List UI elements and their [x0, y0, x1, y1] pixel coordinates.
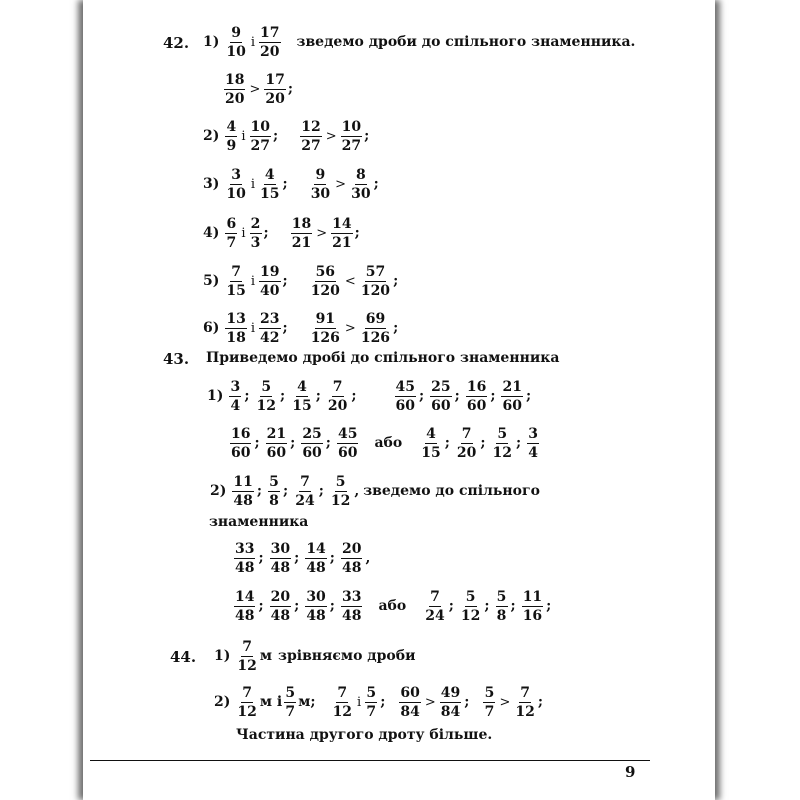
denominator: 20: [456, 444, 477, 461]
denominator: 48: [341, 607, 362, 624]
denominator: 7: [366, 703, 377, 720]
fraction: [456, 426, 477, 461]
denominator: 48: [235, 607, 255, 624]
denominator: 20: [327, 397, 348, 414]
fraction: [225, 216, 237, 251]
numerator: 12: [301, 118, 321, 135]
denominator: 60: [337, 444, 358, 461]
denominator: 48: [306, 607, 326, 624]
numerator: 7: [332, 378, 343, 395]
fraction: [330, 474, 351, 509]
numerator: 9: [231, 24, 241, 41]
numerator: 18: [291, 215, 312, 232]
fraction: [266, 426, 287, 461]
fraction: [395, 379, 416, 414]
fraction: [341, 589, 362, 624]
fraction: [225, 264, 246, 299]
fraction: [430, 379, 451, 414]
denominator: 18: [226, 329, 246, 346]
denominator: 48: [341, 559, 362, 576]
problem-44-number: 44.: [170, 648, 197, 666]
numerator: 14: [332, 215, 352, 232]
numerator: 11: [233, 473, 253, 490]
numerator: 7: [242, 638, 252, 655]
denominator: 12: [237, 657, 257, 674]
numerator: 4: [426, 425, 436, 442]
numerator: 33: [341, 588, 362, 605]
fraction: [234, 541, 255, 576]
denominator: 30: [310, 185, 331, 202]
denominator: 8: [496, 607, 507, 624]
denominator: 60: [395, 397, 415, 414]
fraction: [331, 216, 352, 251]
denominator: 20: [260, 43, 280, 60]
denominator: 27: [250, 137, 271, 154]
denominator: 27: [301, 137, 321, 154]
numerator: 23: [260, 310, 280, 327]
numerator: 14: [306, 540, 326, 557]
problem-43-part-2-text: знаменника: [209, 514, 309, 530]
problem-42-item-1-comparison: $\frac{18}{20}$ > $\frac{17}{20}$ ;: [225, 71, 294, 107]
numerator: 14: [235, 588, 255, 605]
denominator: 12: [237, 703, 257, 720]
numerator: 16: [466, 378, 487, 395]
numerator: 19: [260, 263, 280, 280]
fraction: [360, 264, 391, 299]
denominator: 120: [360, 282, 391, 299]
denominator: 15: [292, 397, 312, 414]
fraction: [305, 541, 326, 576]
denominator: 84: [400, 703, 420, 720]
numerator: 25: [302, 425, 322, 442]
fraction: [236, 639, 257, 674]
denominator: 60: [502, 397, 522, 414]
fraction: [310, 264, 341, 299]
denominator: 12: [256, 397, 277, 414]
problem-42-item-3: 3) $\frac{3}{10}$ і $\frac{4}{15}$ ; $\frac{9}{30}$ > $\frac{8}{30}$ ;: [203, 166, 379, 202]
fraction: [496, 589, 508, 624]
numerator: 17: [265, 71, 285, 88]
numerator: 49: [440, 684, 461, 701]
problem-42-item-4: 4) $\frac{6}{7}$ і $\frac{2}{3}$ ; $\frac{18}{21}$ > $\frac{14}{21}$ ;: [203, 215, 360, 251]
numerator: 21: [266, 425, 287, 442]
denominator: 15: [260, 185, 280, 202]
numerator: 7: [430, 588, 440, 605]
numerator: 10: [341, 118, 362, 135]
problem-43-number: 43.: [163, 350, 190, 368]
footer-rule: [90, 760, 650, 761]
fraction: [300, 119, 321, 154]
numerator: 3: [231, 166, 241, 183]
fraction: [460, 589, 481, 624]
fraction: [270, 541, 291, 576]
fraction: [522, 589, 543, 624]
fraction: [291, 379, 312, 414]
fraction: [250, 216, 262, 251]
numerator: 4: [297, 378, 307, 395]
denominator: 12: [332, 703, 353, 720]
numerator: 18: [225, 71, 245, 88]
denominator: 12: [515, 703, 535, 720]
numerator: 30: [270, 540, 291, 557]
denominator: 20: [225, 90, 245, 107]
numerator: 7: [520, 684, 530, 701]
numerator: 16: [231, 425, 251, 442]
problem-42-item-2: 2) $\frac{4}{9}$ і $\frac{10}{27}$ ; $\frac{12}{27}$ > $\frac{10}{27}$ ;: [203, 118, 370, 154]
denominator: 7: [285, 703, 296, 720]
denominator: 84: [440, 703, 461, 720]
fraction: [310, 167, 331, 202]
fraction: [291, 216, 312, 251]
denominator: 21: [291, 234, 312, 251]
numerator: 56: [315, 263, 336, 280]
denominator: 60: [431, 397, 451, 414]
numerator: 5: [497, 425, 508, 442]
denominator: 60: [466, 397, 487, 414]
numerator: 5: [366, 684, 377, 701]
denominator: 27: [341, 137, 362, 154]
fraction: [341, 119, 362, 154]
numerator: 4: [226, 118, 237, 135]
numerator: 30: [306, 588, 326, 605]
numerator: 2: [250, 215, 261, 232]
fraction: [270, 589, 291, 624]
denominator: 9: [226, 137, 237, 154]
numerator: 7: [300, 473, 310, 490]
fraction: [224, 72, 245, 107]
numerator: 5: [261, 378, 272, 395]
denominator: 16: [522, 607, 543, 624]
denominator: 126: [360, 329, 391, 346]
problem-43-part-1-given: 1) $\frac{3}{4}$ ; $\frac{5}{12}$ ; $\frac{4}{15}$ ; $\frac{7}{20}$ ; $\frac{45}{60}$ ; $\frac{25}{60}$ ; $\frac{16}{60}$ ; $\frac{21}{60}$ ;: [207, 378, 532, 414]
denominator: 126: [310, 329, 340, 346]
problem-43-part-2-converted: $\frac{33}{48}$ ; $\frac{30}{48}$ ; $\frac{14}{48}$ ; $\frac{20}{48}$ ,: [235, 540, 371, 576]
fraction: [259, 264, 280, 299]
numerator: 45: [337, 425, 358, 442]
denominator: 24: [425, 607, 445, 624]
denominator: 7: [226, 234, 237, 251]
numerator: 13: [226, 310, 246, 327]
numerator: 10: [250, 118, 271, 135]
numerator: 4: [264, 166, 275, 183]
denominator: 48: [235, 559, 255, 576]
denominator: 15: [226, 282, 246, 299]
numerator: 11: [522, 588, 543, 605]
denominator: 12: [492, 444, 512, 461]
page-number: 9: [625, 763, 636, 781]
numerator: 5: [269, 473, 279, 490]
problem-44-line-2: 2) $\frac{7}{12}$ м і $\frac{5}{7}$ м; $\frac{7}{12}$ і $\frac{5}{7}$ ; $\frac{60}{84}$ > $\frac{49}{84}$ ; $\frac{5}{7}$ > $\frac{7}{12}$ ;: [214, 684, 543, 720]
numerator: 33: [235, 540, 255, 557]
numerator: 20: [270, 588, 291, 605]
fraction: [259, 25, 280, 60]
fraction: [514, 685, 535, 720]
fraction: [501, 379, 522, 414]
fraction: [230, 426, 251, 461]
denominator: 60: [231, 444, 251, 461]
problem-43-intro: Приведемо дробі до спільного знаменника: [206, 350, 560, 366]
numerator: 5: [335, 473, 346, 490]
numerator: 60: [400, 684, 420, 701]
numerator: 3: [230, 378, 241, 395]
fraction: [337, 426, 358, 461]
problem-42-item-1: 1) $\frac{9}{10}$ і $\frac{17}{20}$ зведемо дроби до спільного знаменника.: [203, 24, 636, 60]
numerator: 21: [502, 378, 522, 395]
denominator: 120: [310, 282, 340, 299]
denominator: 48: [270, 607, 291, 624]
denominator: 42: [260, 329, 280, 346]
fraction: [259, 167, 280, 202]
denominator: 48: [233, 492, 253, 509]
problem-43-part-1-answer: $\frac{16}{60}$ ; $\frac{21}{60}$ ; $\frac{25}{60}$ ; $\frac{45}{60}$ або $\frac{4}{15}$ ; $\frac{7}{20}$ ; $\frac{5}{12}$ ; $\frac{3}{4}$: [231, 425, 539, 461]
numerator: 7: [231, 263, 241, 280]
fraction: [424, 589, 445, 624]
fraction: [341, 541, 362, 576]
problem-42-number: 42.: [163, 34, 190, 52]
numerator: 7: [461, 425, 472, 442]
numerator: 17: [260, 24, 280, 41]
numerator: 57: [365, 263, 386, 280]
problem-43-part-2-answer: $\frac{14}{48}$ ; $\frac{20}{48}$ ; $\frac{30}{48}$ ; $\frac{33}{48}$ або $\frac{7}{24}$ ; $\frac{5}{12}$ ; $\frac{5}{8}$ ; $\frac{11}{16}$ ;: [235, 588, 552, 624]
fraction: [301, 426, 322, 461]
fraction: [250, 119, 271, 154]
denominator: 10: [226, 43, 246, 60]
problem-44-conclusion: Частина другого дроту більше.: [236, 727, 493, 743]
denominator: 60: [302, 444, 322, 461]
fraction: [305, 589, 326, 624]
numerator: 5: [484, 684, 495, 701]
fraction: [229, 379, 241, 414]
fraction: [225, 119, 237, 154]
numerator: 7: [242, 684, 252, 701]
denominator: 3: [250, 234, 261, 251]
problem-42-item-5: 5) $\frac{7}{15}$ і $\frac{19}{40}$ ; $\frac{56}{120}$ < $\frac{57}{120}$ ;: [203, 263, 399, 299]
problem-44-line-1: 1) $\frac{7}{12}$ м зрівняємо дроби: [214, 638, 416, 674]
problem-42-item-6: 6) $\frac{13}{18}$ і $\frac{23}{42}$ ; $\frac{91}{126}$ > $\frac{69}{126}$ ;: [203, 310, 399, 346]
denominator: 21: [332, 234, 352, 251]
numerator: 20: [341, 540, 362, 557]
denominator: 15: [421, 444, 441, 461]
numerator: 6: [226, 215, 237, 232]
numerator: 9: [315, 166, 326, 183]
fraction: [256, 379, 277, 414]
denominator: 4: [528, 444, 539, 461]
fraction: [327, 379, 348, 414]
fraction: [466, 379, 487, 414]
fraction: [350, 167, 371, 202]
fraction: [492, 426, 513, 461]
denominator: 4: [230, 397, 241, 414]
fraction: [225, 25, 246, 60]
denominator: 48: [306, 559, 326, 576]
denominator: 40: [260, 282, 280, 299]
denominator: 48: [270, 559, 291, 576]
numerator: 8: [355, 166, 366, 183]
numerator: 5: [496, 588, 507, 605]
denominator: 8: [269, 492, 279, 509]
numerator: 3: [528, 425, 539, 442]
numerator: 91: [315, 310, 336, 327]
denominator: 12: [330, 492, 351, 509]
denominator: 7: [484, 703, 495, 720]
fraction: [527, 426, 539, 461]
fraction: [234, 589, 255, 624]
numerator: 7: [337, 684, 348, 701]
numerator: 5: [285, 684, 296, 701]
numerator: 45: [395, 378, 415, 395]
denominator: 30: [351, 185, 371, 202]
numerator: 5: [465, 588, 476, 605]
denominator: 24: [295, 492, 315, 509]
denominator: 12: [460, 607, 481, 624]
numerator: 25: [431, 378, 451, 395]
denominator: 20: [265, 90, 285, 107]
denominator: 60: [266, 444, 287, 461]
numerator: 69: [365, 310, 386, 327]
denominator: 10: [226, 185, 246, 202]
fraction: [264, 72, 285, 107]
problem-43-part-2-given: 2) $\frac{11}{48}$ ; $\frac{5}{8}$ ; $\frac{7}{24}$ ; $\frac{5}{12}$ , зведемо до спільного: [210, 473, 540, 509]
fraction: [420, 426, 441, 461]
fraction: [225, 167, 246, 202]
